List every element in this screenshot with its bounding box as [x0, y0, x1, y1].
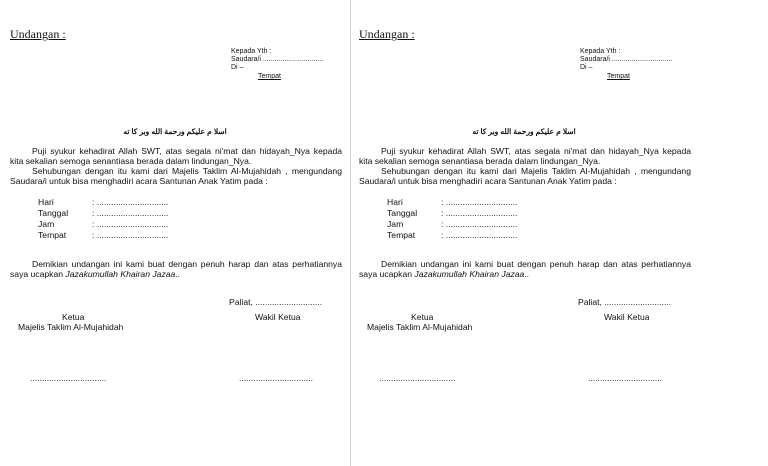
detail-value: : .............................. — [92, 230, 169, 240]
closing-suffix: .. — [175, 269, 181, 279]
vice-chairman-signature-line: ............................... — [239, 373, 314, 383]
closing-suffix: .. — [524, 269, 530, 279]
detail-label: Hari — [38, 197, 54, 207]
detail-label: Tempat — [38, 230, 67, 240]
opening-paragraph: Puji syukur kehadirat Allah SWT, atas segala ni'mat dan hidayah_Nya kepada kita sekalian semoga senantiasa berada dalam lindungan_Nya. — [10, 146, 342, 166]
recipient-place-line: Tempat — [258, 73, 281, 80]
recipient-line: Kepada Yth : — [231, 48, 272, 55]
detail-value: : .............................. — [92, 219, 169, 229]
organization-name: Majelis Taklim Al-Mujahidah — [18, 322, 124, 332]
recipient-line: Kepada Yth : — [580, 48, 621, 55]
vice-chairman-title: Wakil Ketua — [604, 312, 650, 322]
invitation-card-left — [0, 0, 350, 466]
vice-chairman-title: Wakil Ketua — [255, 312, 301, 322]
invitation-paragraph: Sehubungan dengan itu kami dari Majelis Taklim Al-Mujahidah , mengundang Saudara/i untuk bisa menghadiri acara Santunan Anak Yatim pada : — [359, 166, 691, 186]
detail-value: : .............................. — [441, 230, 518, 240]
chairman-title: Ketua — [62, 312, 85, 322]
closing-prayer: Jazakumullah Khairan Jazaa — [65, 269, 176, 279]
invitation-heading: Undangan : — [359, 27, 415, 41]
invitation-card-right — [349, 0, 699, 466]
detail-label: Jam — [38, 219, 55, 229]
detail-label: Hari — [387, 197, 403, 207]
chairman-title: Ketua — [411, 312, 434, 322]
detail-value: : .............................. — [441, 197, 518, 207]
invitation-paragraph: Sehubungan dengan itu kami dari Majelis Taklim Al-Mujahidah , mengundang Saudara/i untuk bisa menghadiri acara Santunan Anak Yatim pada : — [10, 166, 342, 186]
organization-name: Majelis Taklim Al-Mujahidah — [367, 322, 473, 332]
recipient-place-line: Tempat — [607, 73, 630, 80]
islamic-greeting: اسلا م عليكم ورحمة الله وبر كا ته — [123, 127, 227, 136]
invitation-heading: Undangan : — [10, 27, 66, 41]
recipient-name-line: Saudara/i ............................... — [231, 56, 324, 63]
islamic-greeting: اسلا م عليكم ورحمة الله وبر كا ته — [472, 127, 576, 136]
vice-chairman-signature-line: ............................... — [588, 373, 663, 383]
closing-paragraph — [10, 259, 342, 279]
chairman-signature-line: ................................ — [30, 373, 107, 383]
closing-prayer: Jazakumullah Khairan Jazaa — [414, 269, 525, 279]
closing-paragraph — [359, 259, 691, 279]
detail-value: : .............................. — [441, 219, 518, 229]
chairman-signature-line: ................................ — [379, 373, 456, 383]
opening-paragraph: Puji syukur kehadirat Allah SWT, atas segala ni'mat dan hidayah_Nya kepada kita sekalian semoga senantiasa berada dalam lindungan_Nya. — [359, 146, 691, 166]
detail-label: Tanggal — [387, 208, 418, 218]
detail-value: : .............................. — [92, 197, 169, 207]
recipient-name-line: Saudara/i ............................... — [580, 56, 673, 63]
detail-label: Tempat — [387, 230, 416, 240]
detail-label: Jam — [387, 219, 404, 229]
closing-text: Demikian undangan ini kami buat dengan penuh harap dan atas perhatiannya saya ucapkan — [359, 259, 691, 279]
recipient-location-line: Di – — [580, 64, 593, 71]
signature-place-date: Paliat, ............................ — [229, 297, 323, 307]
detail-label: Tanggal — [38, 208, 69, 218]
recipient-location-line: Di – — [231, 64, 244, 71]
detail-value: : .............................. — [441, 208, 518, 218]
signature-place-date: Paliat, ............................ — [578, 297, 672, 307]
closing-text: Demikian undangan ini kami buat dengan penuh harap dan atas perhatiannya saya ucapkan — [10, 259, 342, 279]
detail-value: : .............................. — [92, 208, 169, 218]
